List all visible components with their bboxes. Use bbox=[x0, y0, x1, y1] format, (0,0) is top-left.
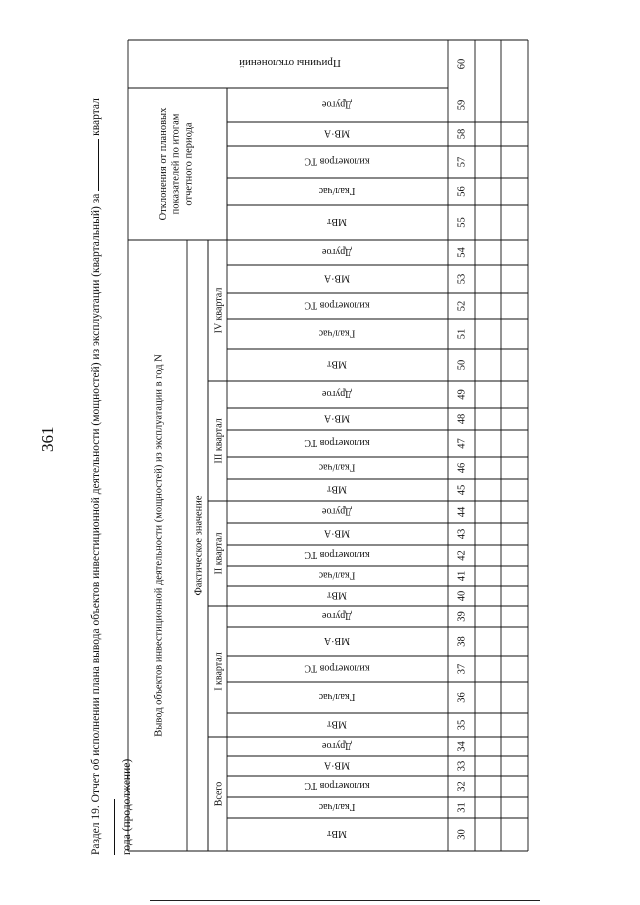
unit-label: МВ·А bbox=[323, 272, 351, 284]
unit-label: МВт bbox=[327, 358, 347, 370]
column-number: 45 bbox=[456, 484, 468, 496]
column-number: 30 bbox=[456, 829, 468, 840]
caption-line1-suffix: квартал bbox=[90, 98, 102, 136]
unit-label: МВт bbox=[327, 589, 347, 601]
column-number: 49 bbox=[456, 389, 468, 400]
unit-label: МВт bbox=[327, 718, 347, 730]
unit-label: Другое bbox=[321, 505, 353, 517]
unit-label: километров ТС bbox=[304, 299, 370, 311]
header-actual-value: Фактическое значение bbox=[193, 495, 205, 596]
column-number: 56 bbox=[456, 186, 468, 197]
unit-label: МВ·А bbox=[323, 412, 351, 424]
column-number: 32 bbox=[456, 781, 468, 792]
header-quarter-1: I квартал bbox=[213, 652, 225, 691]
unit-label: Другое bbox=[321, 98, 353, 110]
column-number: 52 bbox=[456, 300, 468, 312]
column-number: 48 bbox=[456, 413, 468, 425]
unit-label: Гкал/час bbox=[318, 569, 356, 581]
unit-label: Гкал/час bbox=[318, 327, 356, 339]
header-quarter-4: IV квартал bbox=[213, 287, 225, 334]
unit-label: Гкал/час bbox=[318, 185, 356, 196]
unit-label: МВт bbox=[327, 483, 347, 495]
column-number: 46 bbox=[456, 462, 468, 474]
column-number: 39 bbox=[456, 611, 468, 622]
column-number: 55 bbox=[456, 217, 468, 228]
unit-label: МВ·А bbox=[323, 527, 351, 539]
bottom-rule bbox=[150, 900, 540, 901]
column-number: 53 bbox=[456, 273, 468, 285]
column-number: 41 bbox=[456, 570, 468, 582]
unit-label: километров ТС bbox=[304, 437, 370, 448]
header-main-group: Вывод объектов инвестиционной деятельности (мощностей) из эксплуатации в год N bbox=[153, 354, 165, 737]
unit-label: Гкал/час bbox=[318, 691, 356, 702]
unit-label: МВ·А bbox=[323, 635, 351, 646]
unit-label: километров ТС bbox=[304, 662, 370, 674]
column-number: 60 bbox=[456, 58, 468, 70]
unit-label: Другое bbox=[321, 610, 353, 621]
column-number: 57 bbox=[456, 156, 468, 168]
column-number: 44 bbox=[456, 506, 468, 518]
header-quarter-0: Всего bbox=[213, 781, 225, 807]
unit-label: Другое bbox=[321, 388, 353, 399]
column-number: 43 bbox=[456, 528, 468, 540]
page-number: 361 bbox=[38, 426, 57, 452]
unit-label: Другое bbox=[321, 246, 353, 257]
column-number: 51 bbox=[456, 328, 468, 340]
unit-label: МВт bbox=[327, 828, 347, 839]
column-number: 50 bbox=[456, 359, 468, 371]
column-number: 42 bbox=[456, 550, 468, 561]
column-number: 38 bbox=[456, 636, 468, 647]
header-quarter-2: II квартал bbox=[213, 532, 225, 575]
unit-label: МВт bbox=[327, 216, 347, 227]
unit-label: Другое bbox=[321, 740, 353, 751]
unit-label: Гкал/час bbox=[318, 801, 356, 812]
column-number: 34 bbox=[456, 741, 468, 752]
column-number: 40 bbox=[456, 590, 468, 602]
column-number: 54 bbox=[456, 247, 468, 258]
column-number: 58 bbox=[456, 128, 468, 140]
column-number: 36 bbox=[456, 692, 468, 703]
unit-label: МВ·А bbox=[323, 759, 351, 771]
unit-label: МВ·А bbox=[323, 127, 351, 139]
column-number: 37 bbox=[456, 663, 468, 675]
unit-label: километров ТС bbox=[304, 780, 370, 791]
caption-line1-prefix: Раздел 19. Отчет об исполнении плана вывода объектов инвестиционной деятельности (мощностей) из эксплуатации (квартальный) за bbox=[90, 193, 102, 855]
header-deviation: Отклонения от плановых показателей по итогам отчетного периода bbox=[158, 107, 195, 221]
column-number: 59 bbox=[456, 99, 468, 111]
column-number: 31 bbox=[456, 802, 468, 813]
header-reasons: Причины отклонений bbox=[239, 57, 341, 70]
column-number: 47 bbox=[456, 438, 468, 449]
unit-label: Гкал/час bbox=[318, 461, 356, 473]
caption-line2: года (продолжение) bbox=[121, 758, 133, 855]
unit-label: километров ТС bbox=[304, 155, 370, 167]
header-quarter-3: III квартал bbox=[213, 418, 225, 464]
column-number: 35 bbox=[456, 719, 468, 731]
column-number: 33 bbox=[456, 760, 468, 772]
unit-label: километров ТС bbox=[304, 549, 370, 560]
